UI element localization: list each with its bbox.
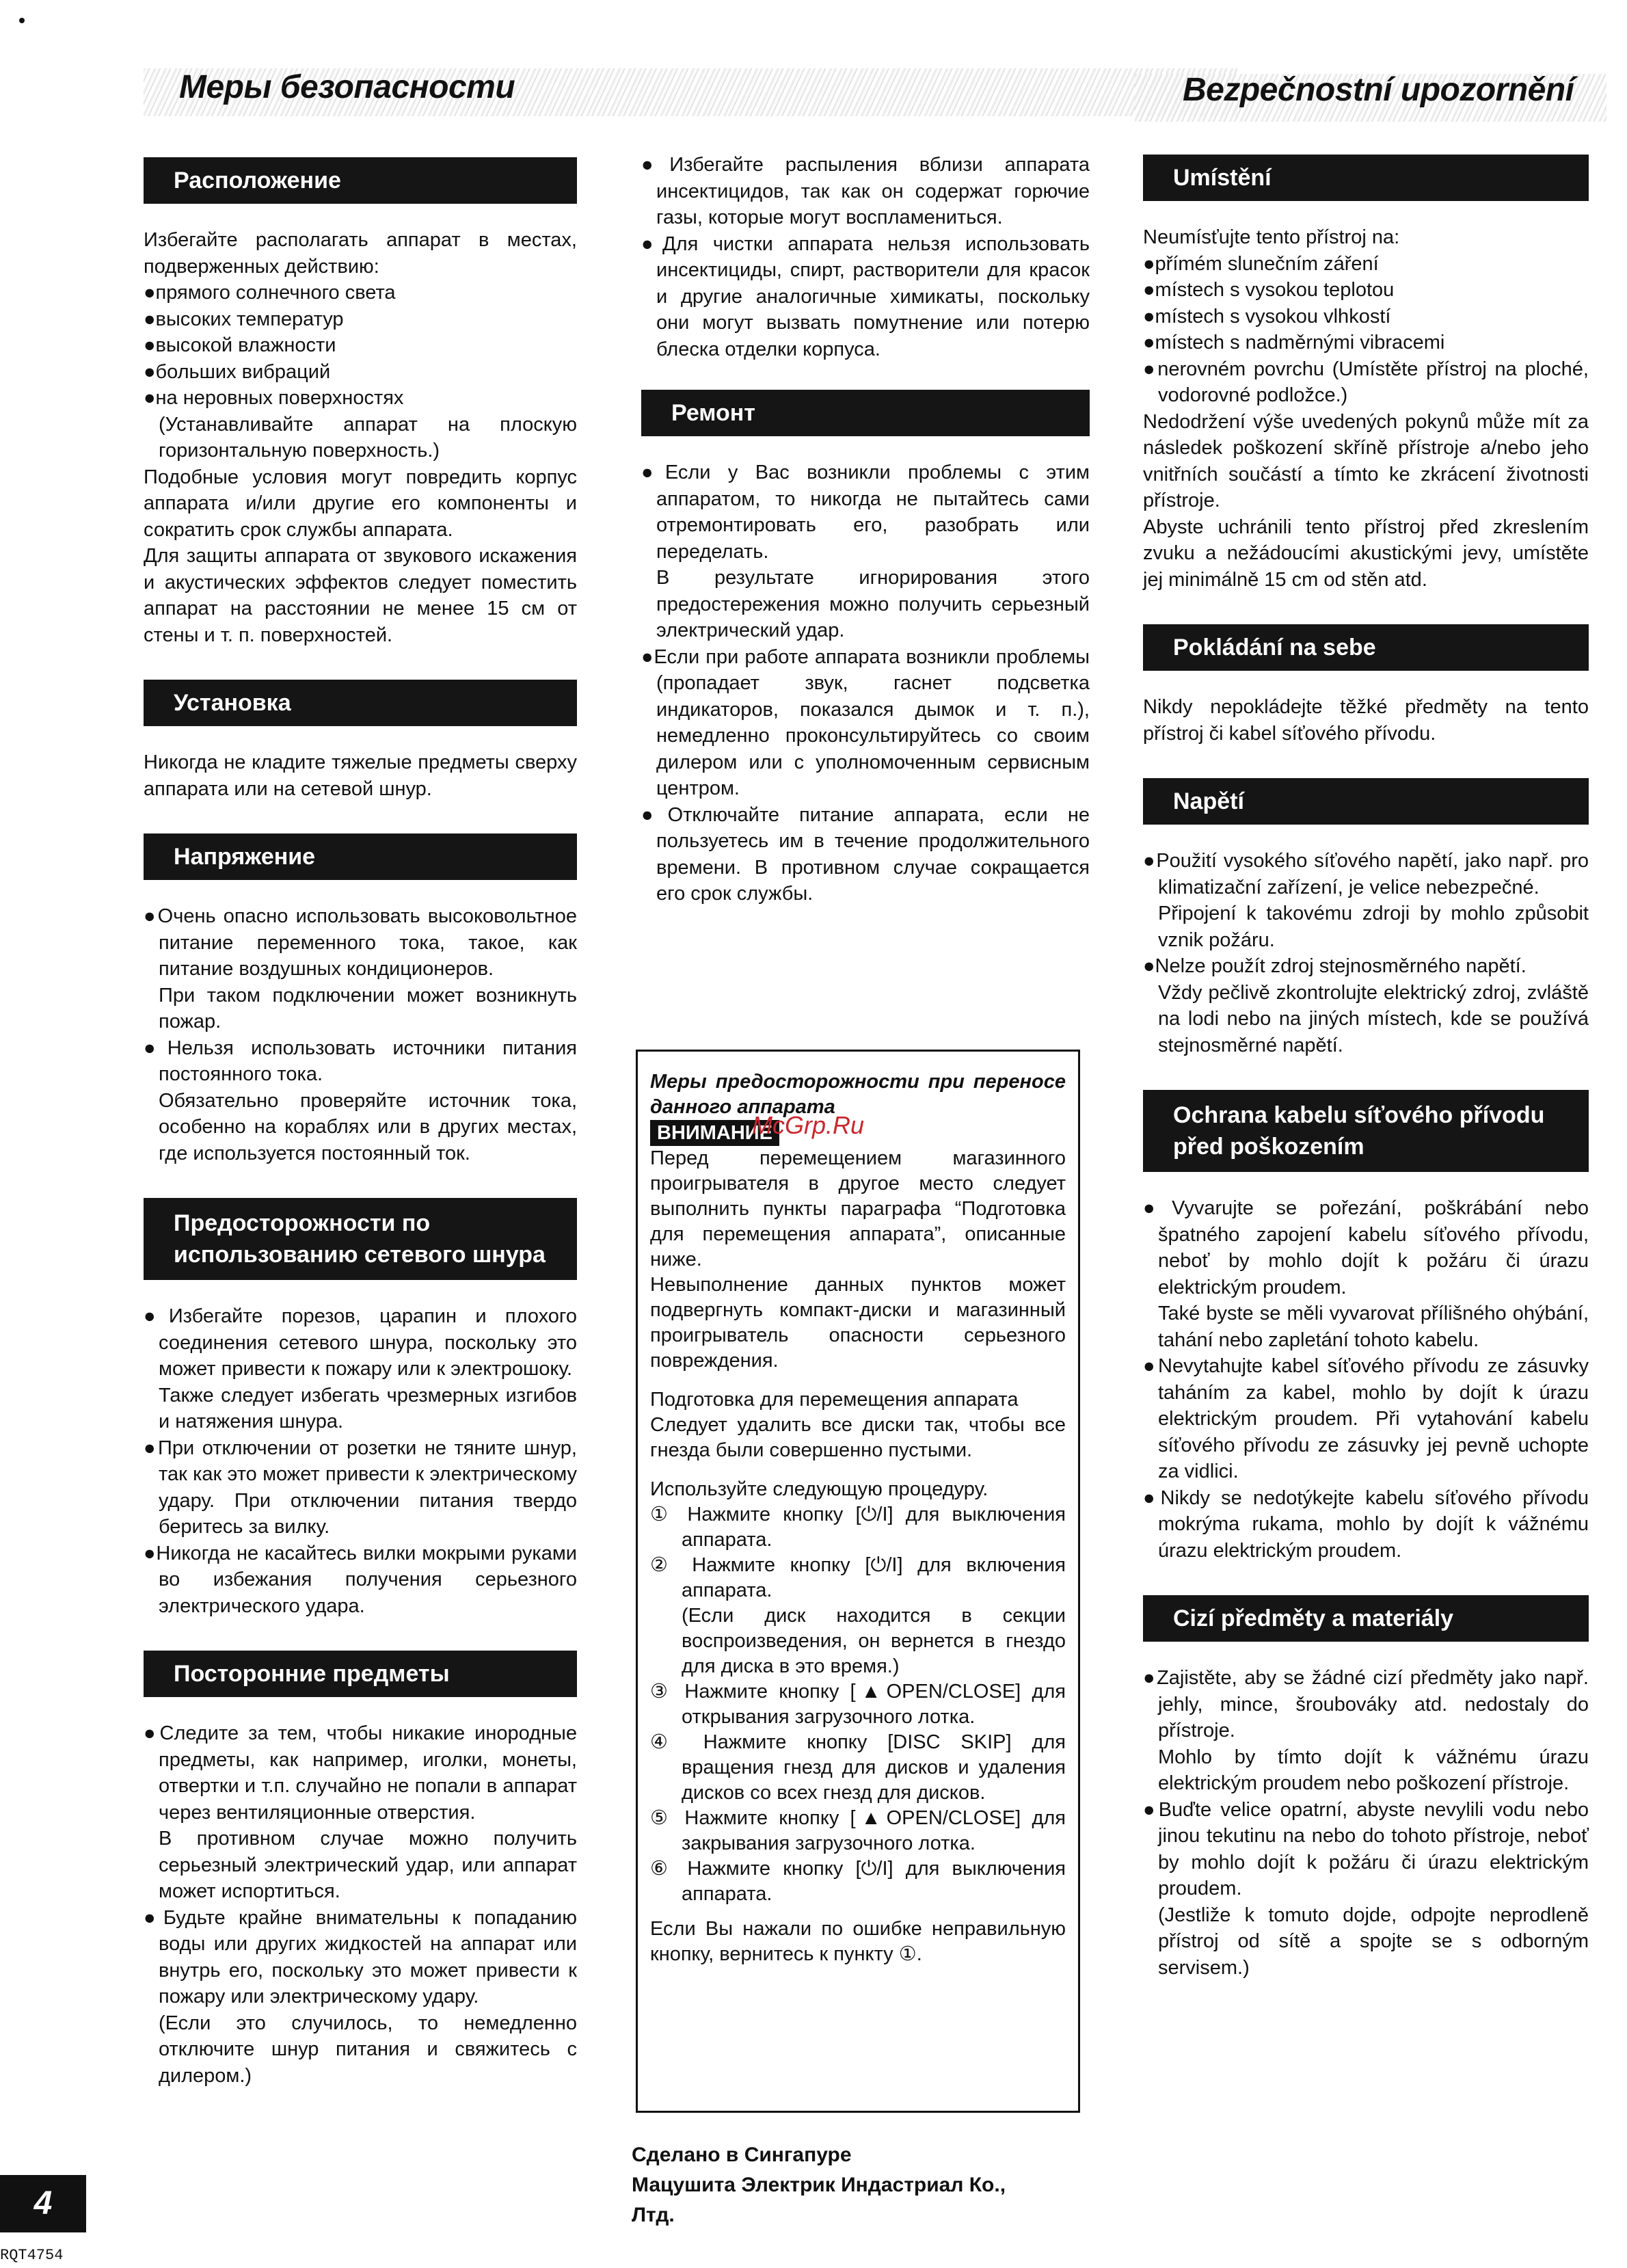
company-line: Лтд. — [632, 2204, 675, 2226]
section-header: Предосторожности по использованию сетевого шнура — [144, 1198, 577, 1280]
paragraph: Подготовка для перемещения аппарата — [650, 1389, 1019, 1411]
bullet-item: ●místech s vysokou vlhkostí — [1143, 305, 1391, 328]
bullet-item: ●на неровных поверхностях — [144, 387, 404, 409]
section-installation-ru — [144, 680, 577, 802]
section-header: Napětí — [1143, 778, 1589, 825]
procedure-step: ③ Нажмите кнопку [▲OPEN/CLOSE] для открывания загрузочного лотка. — [650, 1681, 1066, 1728]
paragraph: Избегайте располагать аппарат в местах, подверженных действию: — [144, 229, 577, 278]
section-repair-ru — [641, 390, 1090, 907]
section-voltage-ru — [144, 833, 577, 1166]
note: При таком подключении может возникнуть пожар. — [159, 984, 577, 1032]
section-cord-ru — [144, 1198, 577, 1619]
manufacturer-info — [632, 2140, 1006, 2230]
paragraph: Nikdy nepokládejte těžké předměty na tento přístroj či kabel síťového přívodu. — [1143, 696, 1589, 745]
section-stacking-cz — [1143, 624, 1589, 747]
bullet-item: ●Zajistěte, aby se žádné cizí předměty jako např. jehly, mince, šroubováky atd. nedostaly do přístroje. — [1143, 1667, 1589, 1742]
section-header: Расположение — [144, 157, 577, 204]
section-voltage-cz — [1143, 778, 1589, 1058]
note: Также следует избегать чрезмерных изгибов и натяжения шнура. — [159, 1384, 577, 1432]
bullet-item: ●Очень опасно использовать высоковольтное питание переменного тока, такое, как питание воздушных кондиционеров. — [144, 905, 577, 980]
bullet-item: ●místech s nadměrnými vibracemi — [1143, 332, 1445, 353]
section-header: Напряжение — [144, 833, 577, 880]
bullet-item: ●больших вибраций — [144, 360, 331, 383]
paragraph: Перед перемещением магазинного проигрывателя в другое место следует выполнить пункты параграфа “Подготовка для перемещения аппарата”, описанные ниже. — [650, 1147, 1066, 1270]
bullet-item: ●Если у Вас возникли проблемы с этим аппаратом, то никогда не пытайтесь сами отремонтировать его, разобрать или переделать. — [641, 462, 1090, 563]
bullet-item: ●Vyvarujte se pořezání, poškrábání nebo špatného zapojení kabelu síťového přívodu, neboť by mohlo dojít k požáru či úrazu elektrickým proudem. — [1143, 1197, 1589, 1298]
bullet-item: ●При отключении от розетки не тяните шнур, так как это может привести к электрическому удару. При отключении питания твердо беритесь за вилку. — [144, 1437, 577, 1538]
box-title: Меры предосторожности при переносе данного аппарата — [650, 1071, 1066, 1118]
ru-column-2 — [641, 152, 1090, 939]
bullet-item: ●Отключайте питание аппарата, если не пользуетесь им в течение продолжительного времени. В противном случае сокращается его срок службы. — [641, 803, 1090, 905]
bullet-item: ●Будьте крайне внимательны к попаданию воды или других жидкостей на аппарат или внутрь его, поскольку это может привести к пожару или электрическому удару. — [144, 1906, 577, 2007]
note: В результате игнорирования этого предостережения можно получить серьезный электрический удар. — [656, 567, 1090, 641]
cz-column — [1143, 155, 1589, 2012]
bullet-item: ●высоких температур — [144, 308, 344, 330]
note: Обязательно проверяйте источник тока, особенно на кораблях или в других местах, где используется постоянный ток. — [159, 1089, 577, 1164]
bullet-item: ●místech s vysokou teplotou — [1143, 279, 1395, 301]
bullet-item: ●Použití vysokého síťového napětí, jako např. pro klimatizační zařízení, je velice nebezpečné. — [1143, 850, 1589, 898]
bullet-item: ●Если при работе аппарата возникли проблемы (пропадает звук, гаснет подсветка индикаторов, показался дымок и т. п.), немедленно проконсультируйтесь со своим дилером или с уполномоченным сервисным центром. — [641, 645, 1090, 799]
bullet-item: ●Nevytahujte kabel síťového přívodu ze zásuvky taháním za kabel, mohlo by dojít k úrazu elektrickým proudem. Při vytahování kabelu síťového přívodu ze zásuvky jej pevně uchopte za vidlici. — [1143, 1355, 1589, 1482]
ru-column-1 — [144, 157, 577, 2120]
paragraph: Если Вы нажали по ошибке неправильную кнопку, вернитесь к пункту ①. — [650, 1918, 1066, 1965]
bullet-item: ●nerovném povrchu (Umístěte přístroj na ploché, vodorovné podložce.) — [1143, 358, 1589, 406]
page-number: 4 — [0, 2175, 86, 2232]
note: Mohlo by tímto dojít k vážnému úrazu elektrickým proudem nebo poškození přístroje. — [1158, 1746, 1589, 1794]
section-header: Umístění — [1143, 155, 1589, 201]
bullet-item: ●Для чистки аппарата нельзя использовать инсектициды, спирт, растворители для красок и другие аналогичные химикаты, поскольку они могут вызвать помутнение или потерю блеска отделки корпуса. — [641, 232, 1090, 360]
procedure-step: ① Нажмите кнопку [⏻/I] для выключения аппарата. — [650, 1504, 1066, 1551]
procedure-step: ④ Нажмите кнопку [DISC SKIP] для вращения гнезд для дисков и удаления дисков со всех гнезд для дисков. — [650, 1731, 1066, 1804]
paragraph: Abyste uchránili tento přístroj před zkreslením zvuku a nežádoucími akustickými jevy, umístěte jej minimálně 15 cm od stěn atd. — [1143, 516, 1589, 591]
page-title-ru: Меры безопасности — [179, 69, 515, 105]
paragraph: Nedodržení výše uvedených pokynů může mít za následek poškození skříně přístroje a/nebo jeho vnitřních součástí a tímto ke zkrácení životnosti přístroje. — [1143, 410, 1589, 511]
section-header: Pokládání na sebe — [1143, 624, 1589, 671]
procedure-step: ② Нажмите кнопку [⏻/I] для включения аппарата. — [650, 1554, 1066, 1601]
watermark: McGrp.Ru — [752, 1111, 865, 1139]
page-title-cz: Bezpečnostní upozornění — [1183, 72, 1574, 108]
procedure-step: ⑤ Нажмите кнопку [▲OPEN/CLOSE] для закрывания загрузочного лотка. — [650, 1807, 1066, 1854]
paragraph: Невыполнение данных пунктов может подвергнуть компакт-диски и магазинный проигрыватель опасности серьезного повреждения. — [650, 1274, 1066, 1372]
section-cord-cz — [1143, 1090, 1589, 1564]
transport-caution-box — [636, 1050, 1080, 2113]
paragraph: Подобные условия могут повредить корпус аппарата и/или другие его компоненты и сократить срок службы аппарата. — [144, 466, 577, 541]
section-header: Посторонние предметы — [144, 1651, 577, 1697]
section-foreign-objects-cz — [1143, 1595, 1589, 1981]
note: Také byste se měli vyvarovat přílišného ohýbání, tahání nebo zapletání tohoto kabelu. — [1158, 1303, 1589, 1351]
note: (Jestliže k tomuto dojde, odpojte neprodleně přístroj od sítě a spojte se s odborným servisem.) — [1158, 1904, 1589, 1979]
note: Vždy pečlivě zkontrolujte elektrický zdroj, zvláště na lodi nebo na jiných místech, kde se používá stejnosměrné napětí. — [1158, 981, 1589, 1056]
corner-mark — [19, 18, 25, 23]
company-line: Мацушита Электрик Индастриал Ко., — [632, 2174, 1006, 2196]
section-location-cz — [1143, 155, 1589, 593]
made-in-line: Сделано в Сингапуре — [632, 2144, 852, 2166]
bullet-item: ●Избегайте порезов, царапин и плохого соединения сетевого шнура, поскольку это может привести к пожару или к электрошоку. — [144, 1305, 577, 1380]
note: (Устанавливайте аппарат на плоскую горизонтальную поверхность.) — [159, 413, 577, 462]
procedure-step: ⑥ Нажмите кнопку [⏻/I] для выключения аппарата. — [650, 1858, 1066, 1905]
paragraph: Используйте следующую процедуру. — [650, 1478, 989, 1500]
note: В противном случае можно получить серьезный электрический удар, или аппарат может испортиться. — [159, 1828, 577, 1902]
paragraph: Следует удалить все диски так, чтобы все гнезда были совершенно пустыми. — [650, 1414, 1066, 1461]
bullet-item: ●Следите за тем, чтобы никакие инородные предметы, как например, иголки, монеты, отвертки и т.п. случайно не попали в аппарат через вентиляционные отверстия. — [144, 1722, 577, 1824]
note: (Если это случилось, то немедленно отключите шнур питания и свяжитесь с дилером.) — [159, 2012, 577, 2087]
section-foreign-objects-ru — [144, 1651, 577, 2089]
section-location-ru — [144, 157, 577, 648]
bullet-item: ●Nikdy se nedotýkejte kabelu síťového přívodu mokrýma rukama, mohlo by dojít k vážnému úrazu elektrickým proudem. — [1143, 1486, 1589, 1562]
note: Připojení k takovému zdroji by mohlo způsobit vznik požáru. — [1158, 903, 1589, 951]
section-header: Установка — [144, 680, 577, 726]
bullet-item: ●přímém slunečním záření — [1143, 252, 1379, 275]
document-code: RQT4754 — [0, 2247, 64, 2264]
paragraph: Neumísťujte tento přístroj na: — [1143, 226, 1400, 248]
procedure-note: (Если диск находится в секции воспроизведения, он вернется в гнездо для диска в это время.) — [682, 1605, 1066, 1677]
paragraph: Никогда не кладите тяжелые предметы сверху аппарата или на сетевой шнур. — [144, 751, 577, 800]
paragraph: Для защиты аппарата от звукового искажения и акустических эффектов следует поместить аппарат на расстоянии не менее 15 см от стены и т. п. поверхностей. — [144, 545, 577, 646]
bullet-item: ●Нельзя использовать источники питания постоянного тока. — [144, 1037, 577, 1085]
bullet-item: ●Избегайте распыления вблизи аппарата инсектицидов, так как он содержат горючие газы, которые могут воспламениться. — [641, 154, 1090, 228]
bullet-item: ●Nelze použít zdroj stejnosměrného napětí. — [1143, 955, 1527, 977]
bullet-item: ●Никогда не касайтесь вилки мокрыми руками во избежания получения серьезного электрического удара. — [144, 1542, 577, 1617]
warning-label: ВНИМАНИЕ — [650, 1120, 779, 1146]
bullet-item: ●прямого солнечного света — [144, 282, 396, 304]
bullet-item: ●высокой влажности — [144, 334, 336, 356]
section-header: Cizí předměty a materiály — [1143, 1595, 1589, 1642]
section-header: Ochrana kabelu síťového přívodu před poškozením — [1143, 1090, 1589, 1172]
section-header: Ремонт — [641, 390, 1090, 436]
bullet-item: ●Buďte velice opatrní, abyste nevylili vodu nebo jinou tekutinu na nebo do tohoto přístroje, neboť by mohlo dojít k požáru či úrazu elektrickým proudem. — [1143, 1798, 1589, 1899]
